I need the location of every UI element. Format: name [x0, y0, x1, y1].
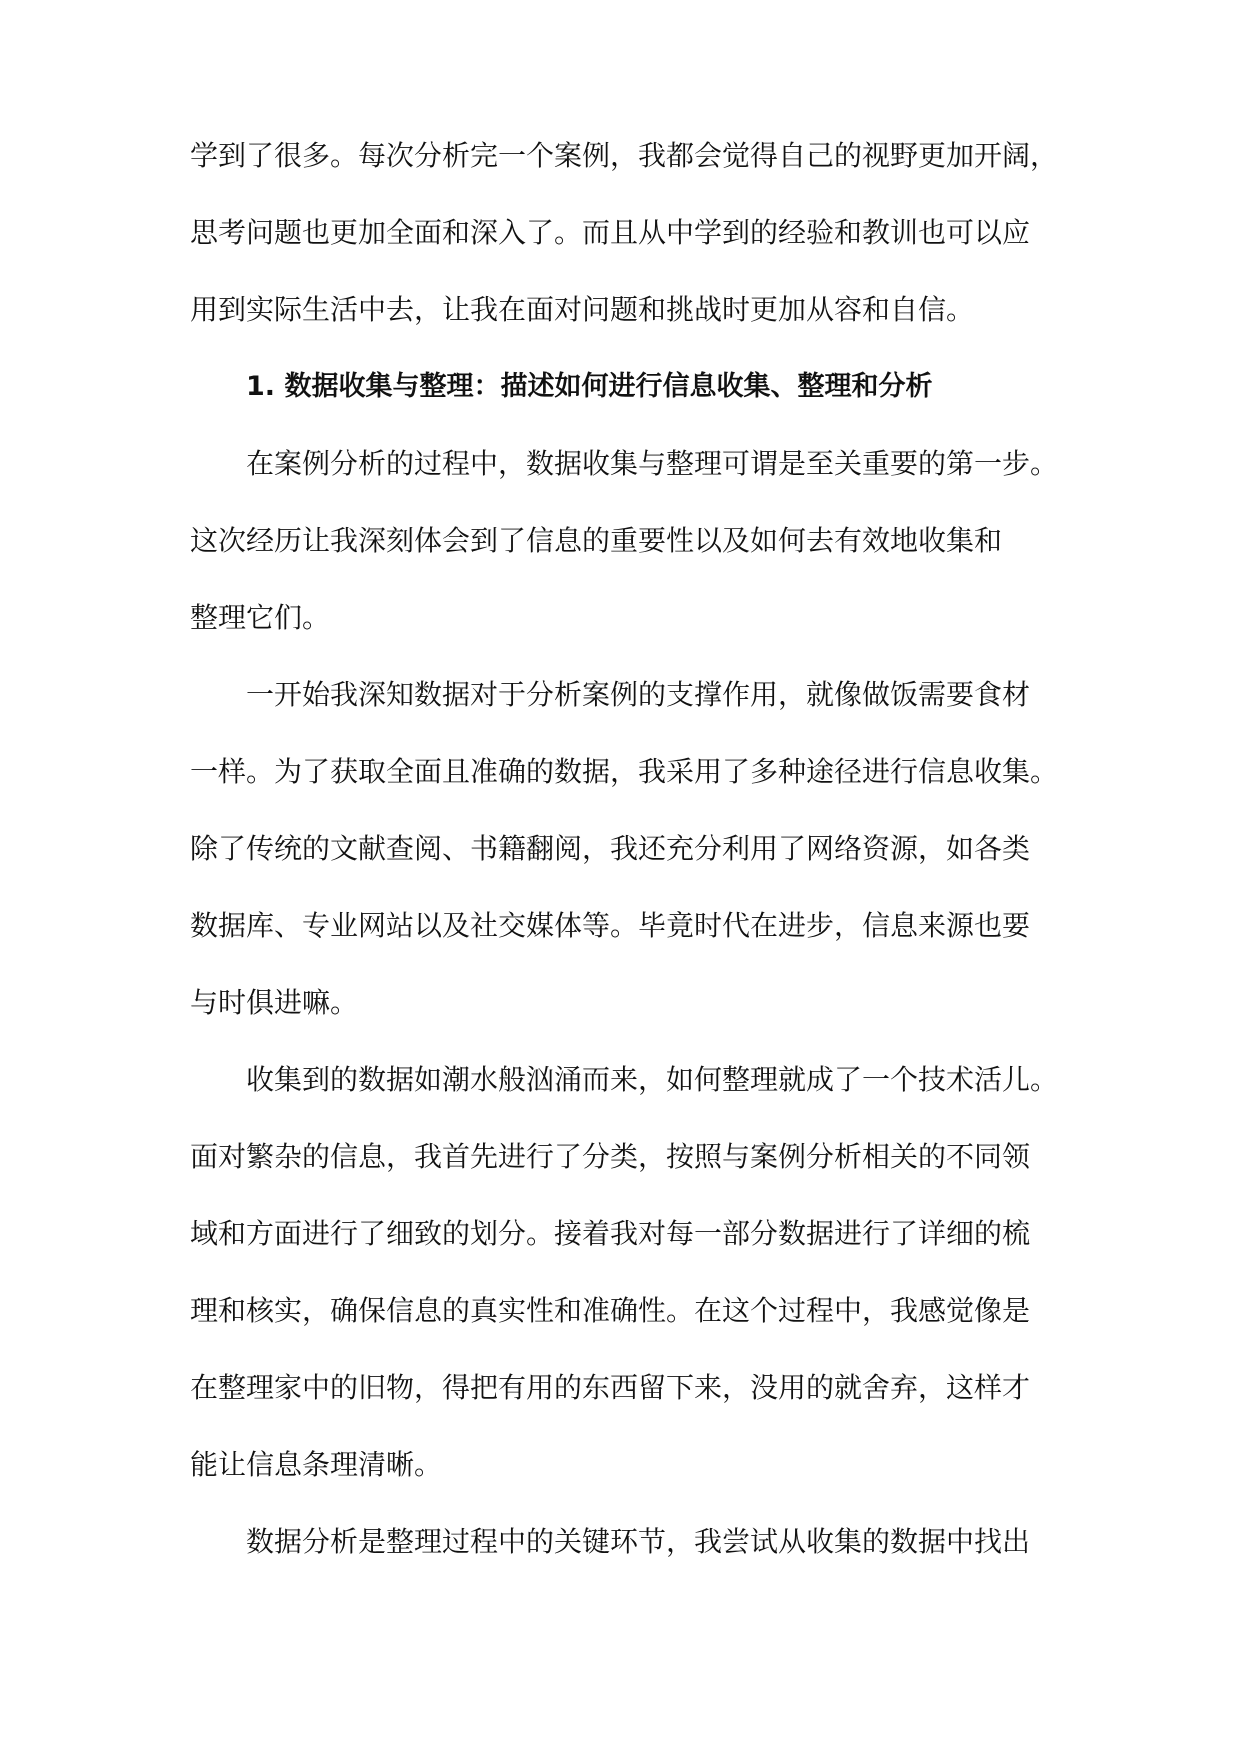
- section-heading: 1. 数据收集与整理：描述如何进行信息收集、整理和分析: [246, 371, 933, 402]
- paragraph-line: 学到了很多。每次分析完一个案例，我都会觉得自己的视野更加开阔，: [190, 139, 1059, 172]
- paragraph-line: 在整理家中的旧物，得把有用的东西留下来，没用的就舍弃，这样才: [190, 1371, 1031, 1404]
- paragraph-line: 收集到的数据如潮水般汹涌而来，如何整理就成了一个技术活儿。: [246, 1063, 1059, 1096]
- paragraph-line: 整理它们。: [190, 601, 331, 634]
- paragraph-line: 与时俱进嘛。: [190, 986, 359, 1019]
- paragraph-line: 能让信息条理清晰。: [190, 1448, 443, 1481]
- paragraph-line: 这次经历让我深刻体会到了信息的重要性以及如何去有效地收集和: [190, 524, 1003, 557]
- paragraph-line: 一样。为了获取全面且准确的数据，我采用了多种途径进行信息收集。: [190, 755, 1059, 788]
- paragraph-line: 除了传统的文献查阅、书籍翻阅，我还充分利用了网络资源，如各类: [190, 832, 1031, 865]
- paragraph-line: 思考问题也更加全面和深入了。而且从中学到的经验和教训也可以应: [190, 216, 1031, 249]
- paragraph-line: 数据库、专业网站以及社交媒体等。毕竟时代在进步，信息来源也要: [190, 909, 1031, 942]
- paragraph-line: 数据分析是整理过程中的关键环节，我尝试从收集的数据中找出: [246, 1525, 1031, 1558]
- paragraph-line: 面对繁杂的信息，我首先进行了分类，按照与案例分析相关的不同领: [190, 1140, 1031, 1173]
- paragraph-line: 在案例分析的过程中，数据收集与整理可谓是至关重要的第一步。: [246, 447, 1059, 480]
- paragraph-line: 域和方面进行了细致的划分。接着我对每一部分数据进行了详细的梳: [190, 1217, 1031, 1250]
- paragraph-line: 理和核实，确保信息的真实性和准确性。在这个过程中，我感觉像是: [190, 1294, 1031, 1327]
- paragraph-line: 用到实际生活中去，让我在面对问题和挑战时更加从容和自信。: [190, 293, 975, 326]
- paragraph-line: 一开始我深知数据对于分析案例的支撑作用，就像做饭需要食材: [246, 678, 1031, 711]
